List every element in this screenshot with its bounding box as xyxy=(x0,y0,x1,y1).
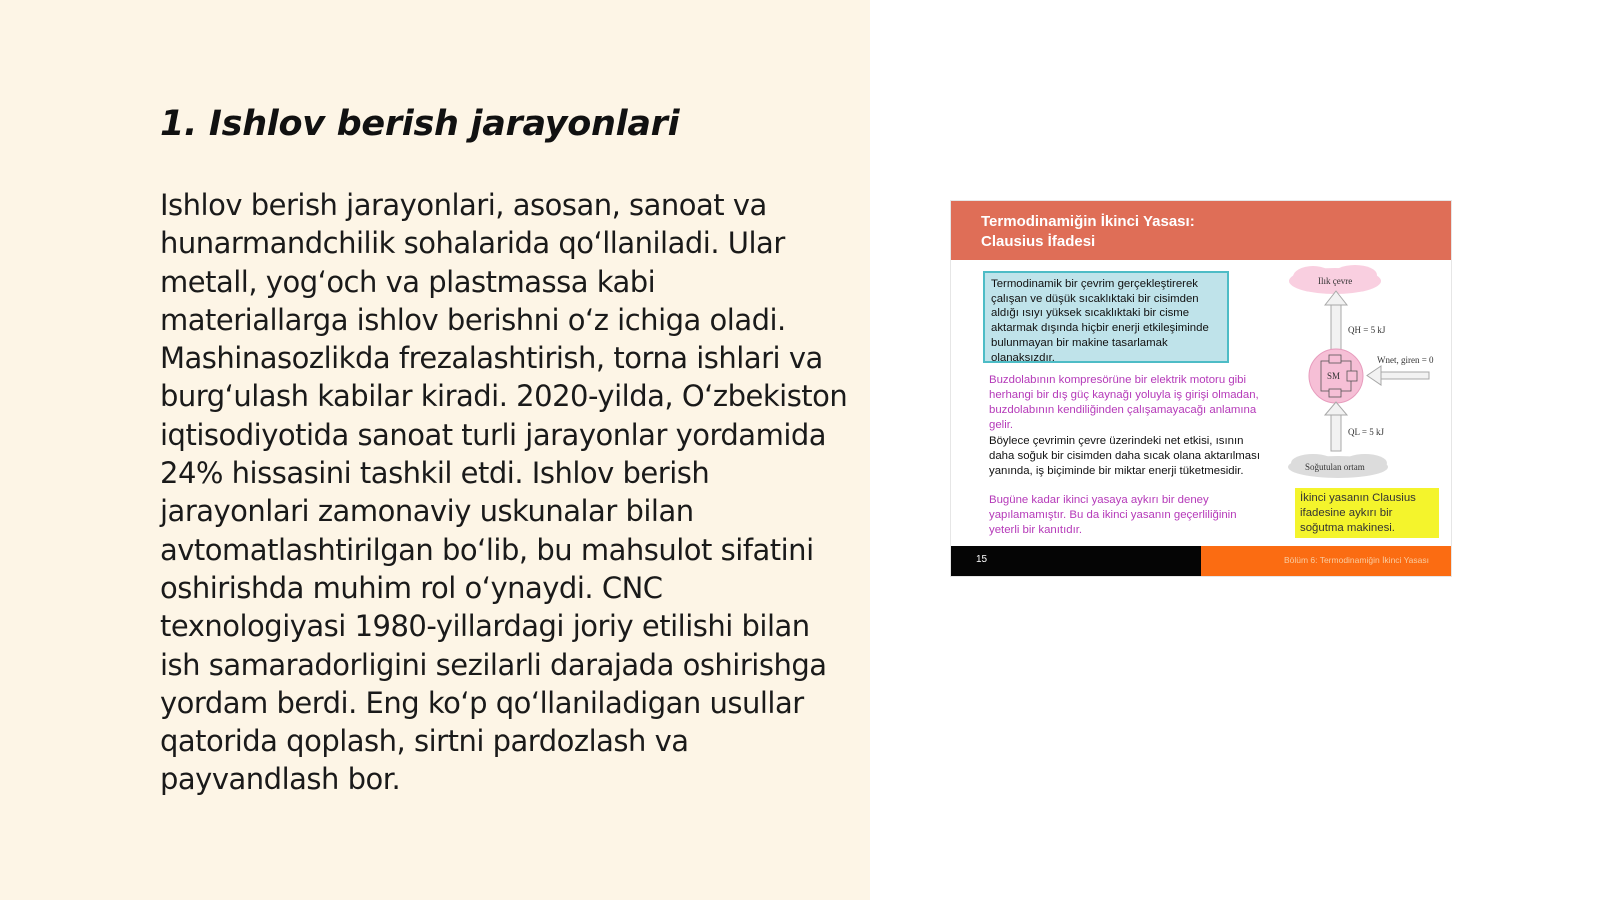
slide-page-number: 15 xyxy=(976,554,988,565)
machine-label: SM xyxy=(1327,371,1341,381)
work-label: Wnet, giren = 0 xyxy=(1377,355,1434,365)
slide-paragraph-3: Bugüne kadar ikinci yasaya aykırı bir deney yapılamamıştır. Bu da ikinci yasanın geçerliliğinin yeterli bir kanıtıdır. xyxy=(989,494,1237,536)
ql-label: QL = 5 kJ xyxy=(1348,427,1384,437)
slide-image xyxy=(950,200,1452,577)
slide-paragraph-1: Buzdolabının kompresörüne bir elektrik motoru gibi herhangi bir dış güç kaynağı yoluyla iş girişi olmadan, buzdolabının kendiliğinden çalışamayacağı anlamına gelir. xyxy=(989,374,1259,431)
heat-arrow-up-top xyxy=(1325,291,1347,355)
definition-box: Termodinamik bir çevrim gerçekleştirerek çalışan ve düşük sıcaklıktaki bir cisimden aldığı ısıyı yüksek sıcaklıktaki bir cisme aktarmak dışında hiçbir enerji etkileşiminde bulunmayan bir makine tasarlamak olanaksızdır. xyxy=(983,271,1229,363)
heat-arrow-up-bottom xyxy=(1325,402,1347,451)
slide-title-line1: Termodinamiğin İkinci Yasası: xyxy=(981,213,1195,230)
slide-header xyxy=(951,201,1451,260)
page-title: 1. Ishlov berish jarayonlari xyxy=(160,104,680,144)
hot-reservoir-label: Ilık çevre xyxy=(1318,276,1353,286)
refrigerator-diagram xyxy=(1283,263,1443,483)
slide-paragraph-2: Böylece çevrimin çevre üzerindeki net etkisi, ısının daha soğuk bir cisimden daha sıcak olana aktarılması yanında, iş biçiminde bir miktar enerji tüketmesidir. xyxy=(989,435,1260,477)
slide-footer-label: Bölüm 6: Termodinamiğin İkinci Yasası xyxy=(1283,555,1429,565)
body-paragraph: Ishlov berish jarayonlari, asosan, sanoat va hunarmandchilik sohalarida qo‘llaniladi. Ular metall, yog‘och va plastmassa kabi materiallarga ishlov berishni o‘z ichiga oladi. Mashinasozlikda frezalashtirish, torna ishlari va burg‘ulash kabilar kiradi. 2020-yilda, O‘zbekiston iqtisodiyotida sanoat turli jarayonlar yordamida 24% hissasini tashkil etdi. Ishlov berish jarayonlari zamonaviy uskunalar bilan avtomatlashtirilgan bo‘lib, bu mahsulot sifatini oshirishda muhim rol o‘ynaydi. CNC texnologiyasi 1980-yillardagi joriy etilishi bilan ish samaradorligini sezilarli darajada oshirishga yordam berdi. Eng ko‘p qo‘llaniladigan usullar qatorida qoplash, sirtni pardozlash va payvandlash bor. xyxy=(160,188,848,797)
cold-reservoir-label: Soğutulan ortam xyxy=(1305,462,1365,472)
slide-title xyxy=(981,212,1361,252)
qh-label: QH = 5 kJ xyxy=(1348,325,1386,335)
work-arrow xyxy=(1367,366,1429,385)
caption-box: İkinci yasanın Clausius ifadesine aykırı bir soğutma makinesi. xyxy=(1295,488,1439,538)
slide-title-line2: Clausius İfadesi xyxy=(981,233,1096,250)
slide-footer-left xyxy=(951,546,1201,576)
slide-footer-right xyxy=(1201,546,1451,576)
